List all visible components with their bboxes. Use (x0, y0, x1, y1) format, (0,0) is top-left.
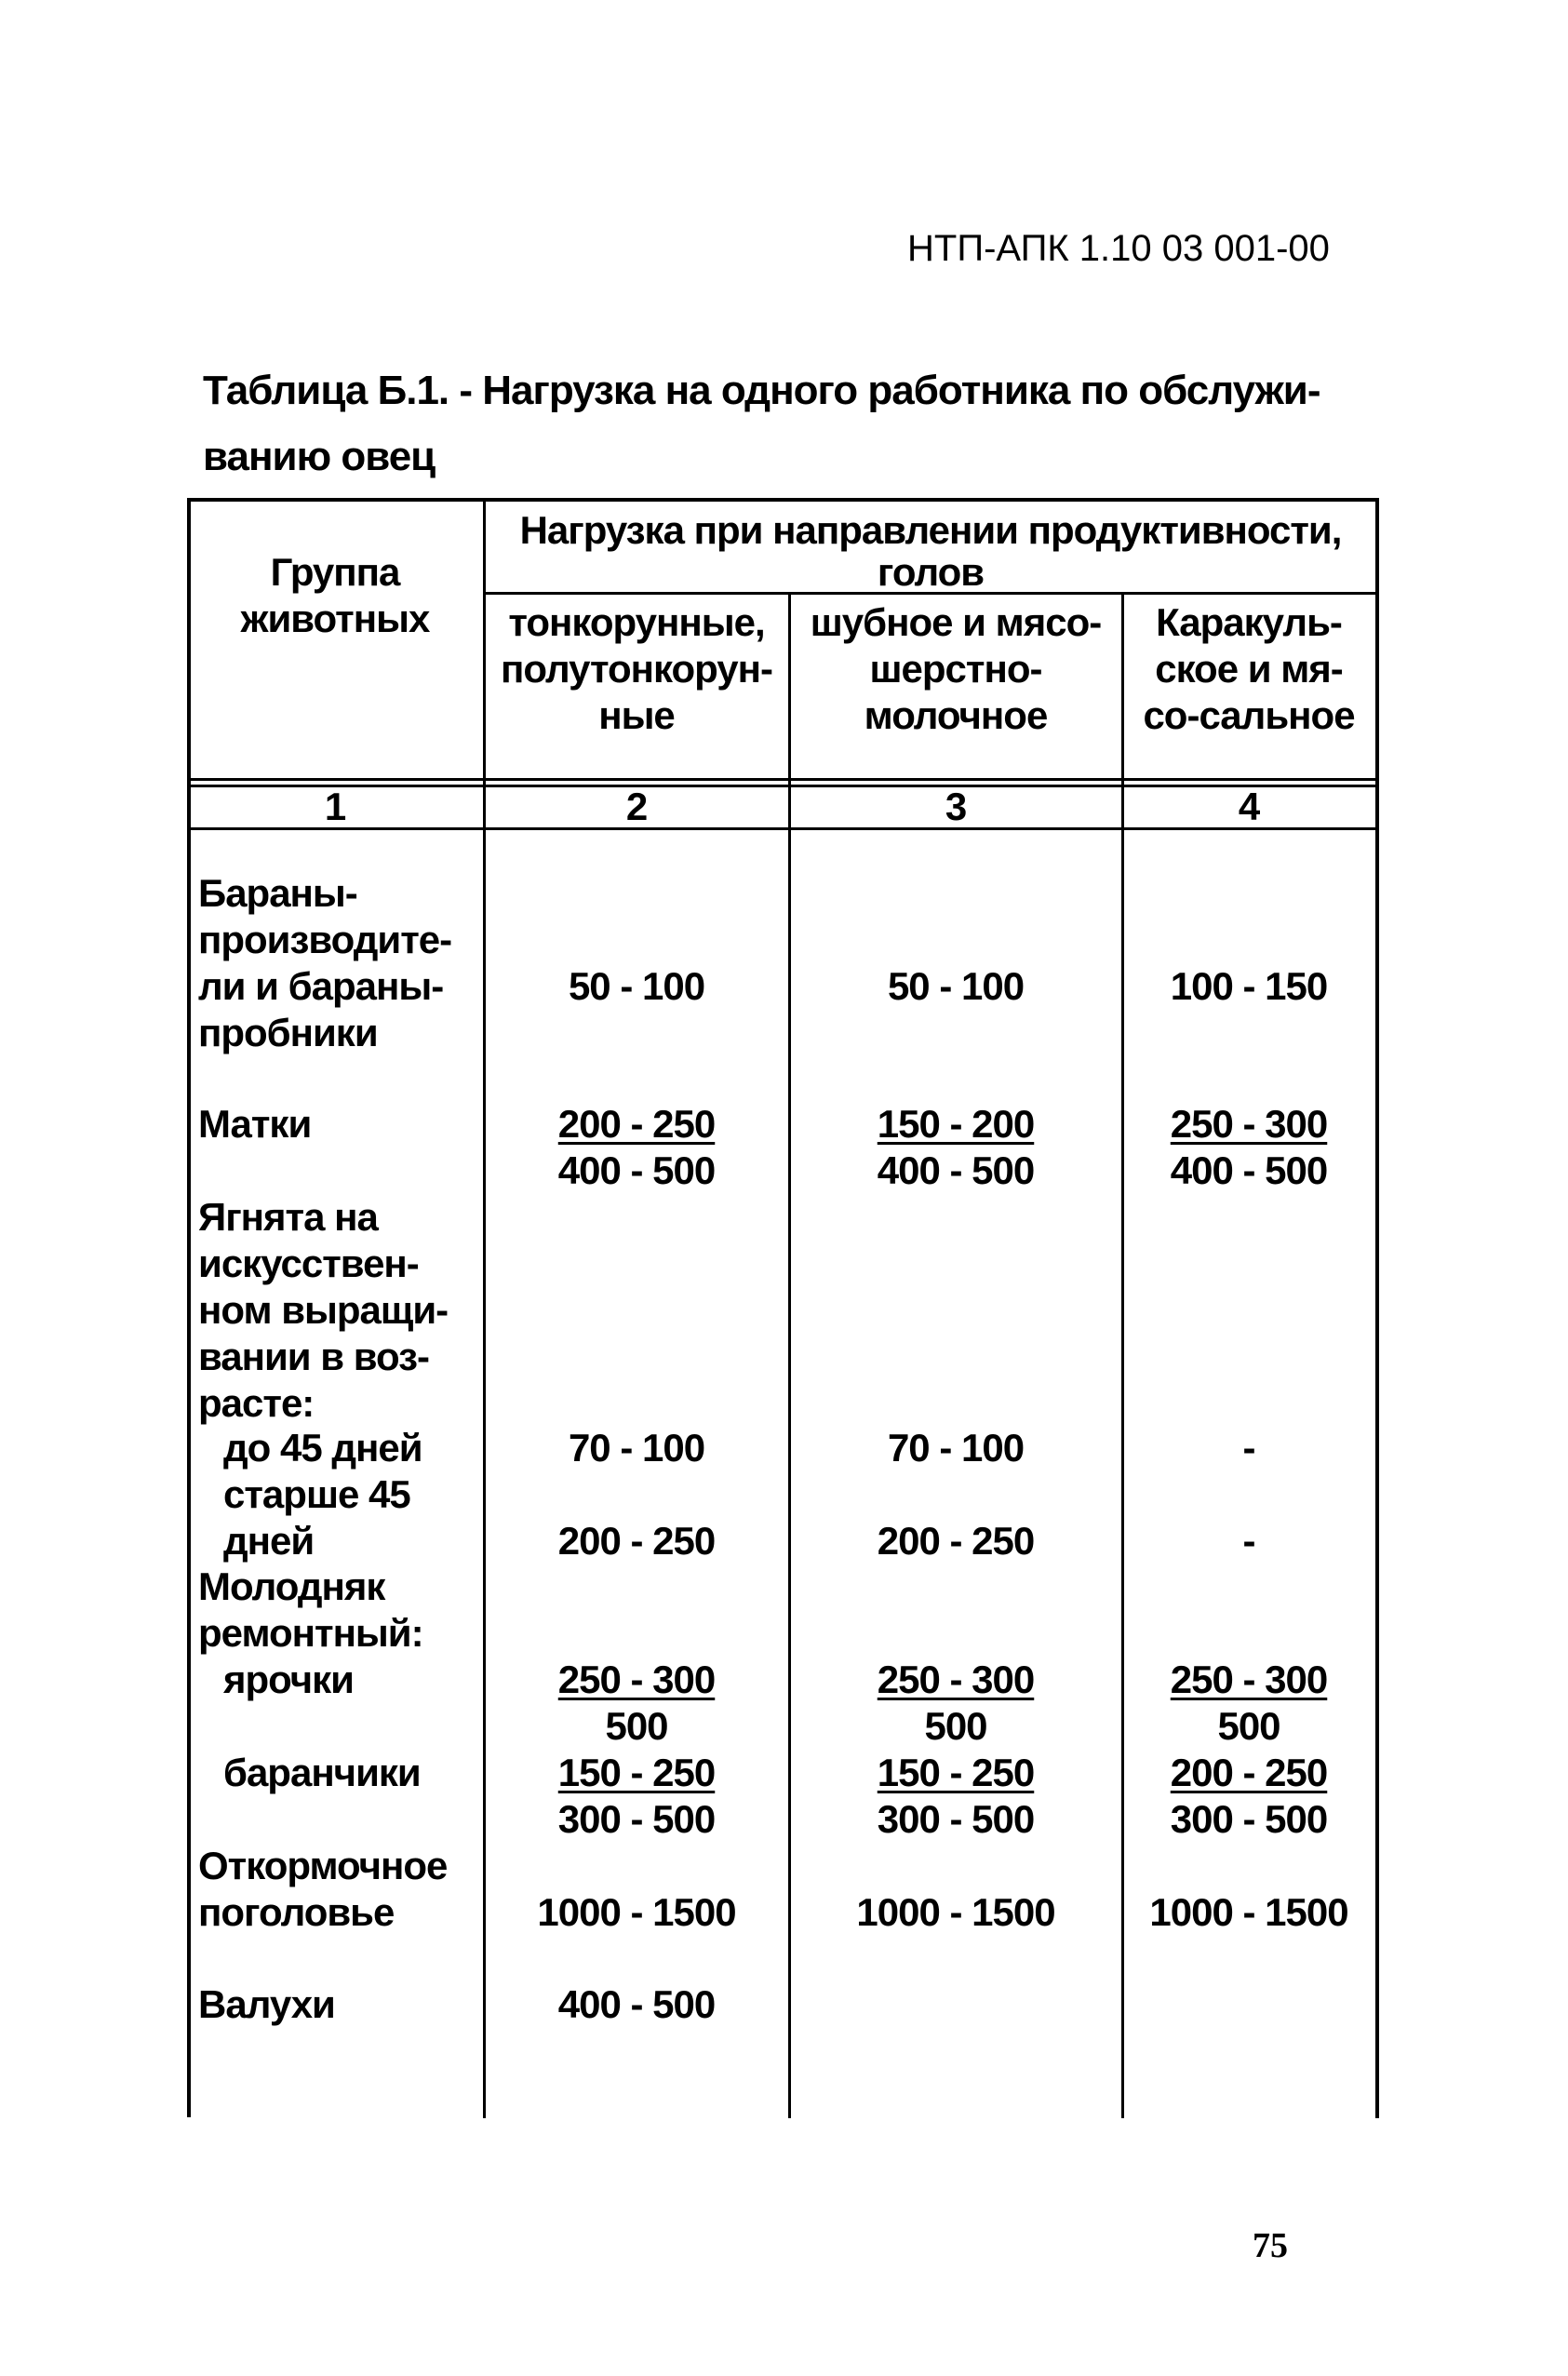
header-col-2-line: ные (598, 693, 675, 737)
header-bottom-line-1 (187, 778, 1379, 781)
header-col-4-line: со-сальное (1143, 693, 1355, 737)
column-number: 4 (1238, 785, 1260, 828)
row-value-numerator: 250 - 300 (557, 1658, 716, 1701)
table-right-border (1375, 498, 1379, 2118)
table-top-border (187, 498, 1379, 502)
row-label: Матки (198, 1102, 312, 1146)
sub-row-label: дней (223, 1519, 315, 1563)
row-label: поголовье (198, 1890, 395, 1934)
row-value: 1000 - 1500 (856, 1890, 1055, 1934)
row-label: Откормочное (198, 1844, 448, 1887)
row-value: - (1242, 1426, 1255, 1470)
sub-row-label: баранчики (223, 1751, 421, 1794)
row-value-denominator: 500 (605, 1704, 668, 1748)
row-value-denominator: 300 - 500 (557, 1797, 716, 1841)
row-value-denominator: 500 (1217, 1704, 1280, 1748)
header-col-4-line: Каракуль- (1156, 600, 1342, 644)
row-label: Молодняк (198, 1564, 385, 1608)
row-value-numerator: 200 - 250 (557, 1102, 716, 1146)
header-load-title-line: Нагрузка при направлении продуктивности, (519, 508, 1342, 552)
table-caption-line-2: ванию овец (203, 434, 436, 479)
row-label: искусствен- (198, 1242, 419, 1285)
header-col-2-line: полутонкорун- (501, 647, 772, 691)
header-col-3-line: молочное (864, 693, 1048, 737)
row-value-denominator: 400 - 500 (557, 1148, 716, 1192)
header-group-label: Группа (270, 550, 400, 594)
row-value-denominator: 400 - 500 (877, 1148, 1035, 1192)
column-divider-2 (788, 592, 791, 2118)
row-label: ли и бараны- (198, 964, 444, 1008)
header-col-3-line: шубное и мясо- (810, 600, 1102, 644)
row-value-numerator: 250 - 300 (877, 1658, 1035, 1701)
row-value: 70 - 100 (887, 1426, 1025, 1470)
header-load-title-line: голов (877, 550, 985, 594)
row-value: 100 - 150 (1170, 964, 1328, 1008)
row-value: 200 - 250 (877, 1519, 1035, 1563)
row-value-numerator: 150 - 250 (557, 1751, 716, 1794)
row-label: Валухи (198, 1982, 335, 2026)
row-value: - (1242, 1519, 1255, 1563)
column-number: 2 (625, 785, 648, 828)
row-label: пробники (198, 1011, 378, 1054)
column-number: 1 (324, 785, 346, 828)
table-left-border (187, 498, 191, 2117)
row-value: 50 - 100 (887, 964, 1025, 1008)
row-label: вании в воз- (198, 1335, 430, 1378)
row-value: 70 - 100 (568, 1426, 705, 1470)
row-value-numerator: 200 - 250 (1170, 1751, 1328, 1794)
document-code: НТП-АПК 1.10 03 001-00 (907, 228, 1330, 269)
row-value: 400 - 500 (557, 1982, 716, 2026)
page-number: 75 (1253, 2226, 1288, 2265)
row-value-denominator: 500 (924, 1704, 987, 1748)
header-bottom-line-2 (187, 785, 1379, 787)
header-group-label: животных (240, 597, 430, 640)
column-number: 3 (945, 785, 967, 828)
header-col-3-line: шерстно- (869, 647, 1042, 691)
table-caption-line-1: Таблица Б.1. - Нагрузка на одного работника по обслужи- (203, 368, 1320, 413)
row-label: расте: (198, 1381, 315, 1425)
row-label: производите- (198, 918, 452, 961)
row-value-numerator: 150 - 250 (877, 1751, 1035, 1794)
column-divider-1 (483, 499, 486, 2118)
row-label: Ягнята на (198, 1195, 378, 1239)
row-value-denominator: 300 - 500 (1170, 1797, 1328, 1841)
row-value: 1000 - 1500 (1149, 1890, 1348, 1934)
number-row-bottom-line (187, 827, 1379, 830)
row-value: 50 - 100 (568, 964, 705, 1008)
row-value-denominator: 300 - 500 (877, 1797, 1035, 1841)
header-col-2-line: тонкорунные, (508, 600, 765, 644)
column-divider-3 (1121, 592, 1124, 2118)
sub-row-label: ярочки (223, 1658, 354, 1701)
header-col-4-line: ское и мя- (1155, 647, 1343, 691)
row-label: Бараны- (198, 871, 357, 915)
row-value: 200 - 250 (557, 1519, 716, 1563)
sub-row-label: старше 45 (223, 1472, 410, 1516)
row-value-numerator: 150 - 200 (877, 1102, 1035, 1146)
row-value-numerator: 250 - 300 (1170, 1658, 1328, 1701)
sub-row-label: до 45 дней (223, 1426, 422, 1470)
row-value: 1000 - 1500 (537, 1890, 736, 1934)
row-label: ремонтный: (198, 1611, 423, 1655)
row-value-denominator: 400 - 500 (1170, 1148, 1328, 1192)
row-value-numerator: 250 - 300 (1170, 1102, 1328, 1146)
row-label: ном выращи- (198, 1288, 449, 1332)
